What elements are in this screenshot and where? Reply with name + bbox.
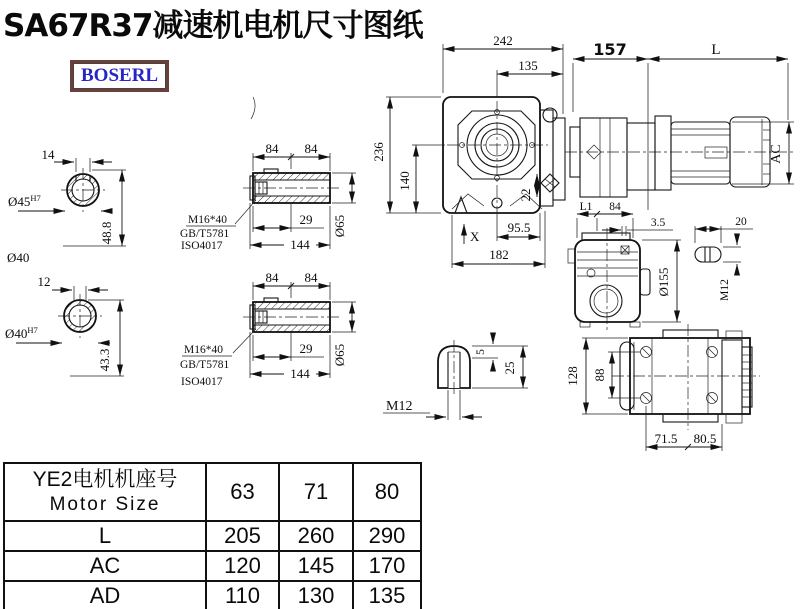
hollow-shaft-view-top: [180, 141, 356, 252]
dim-height-488: 48.8: [99, 221, 114, 245]
cell: 130: [279, 581, 353, 609]
dim-d65: Ø65: [332, 343, 347, 367]
dim-88: 88: [592, 368, 607, 382]
dim-5: 5: [475, 349, 487, 355]
dim-84b: 84: [304, 141, 318, 156]
dim-84b: 84: [304, 270, 318, 285]
dim-144: 144: [290, 366, 310, 381]
dim-20: 20: [735, 216, 747, 228]
shaft-end-view-bottom: [5, 274, 124, 376]
dim-L1: L1: [579, 201, 593, 213]
cell: 260: [279, 521, 353, 551]
dim-AC: AC: [769, 144, 784, 164]
dim-128: 128: [565, 366, 580, 386]
dim-keyway-14: 14: [41, 147, 55, 162]
stray-mark: [251, 97, 255, 119]
bottom-view: [565, 324, 760, 451]
cell: 145: [279, 551, 353, 581]
table-row-AC: [4, 551, 421, 581]
label-std2: ISO4017: [181, 240, 223, 252]
header-motor-size: [4, 463, 206, 521]
dim-L: L: [711, 42, 721, 58]
dim-135: 135: [518, 58, 538, 73]
header-size-63: 63: [206, 463, 279, 521]
cell: 205: [206, 521, 279, 551]
table-row-L: [4, 521, 421, 551]
label-m12: M12: [719, 279, 731, 301]
label-m12: M12: [386, 399, 413, 414]
label-std2: ISO4017: [181, 376, 223, 388]
x-mark: X: [470, 229, 480, 244]
dim-140: 140: [397, 171, 412, 191]
header-motor-size-en: Motor Size: [49, 494, 161, 515]
shaft-end-view-top: [7, 147, 126, 265]
row-label: AC: [4, 551, 206, 581]
dim-715: 71.5: [654, 431, 678, 446]
dim-805: 80.5: [693, 431, 717, 446]
hollow-shaft-view-bottom: [180, 270, 356, 388]
cell: 170: [353, 551, 421, 581]
dim-keyway-12: 12: [37, 274, 51, 289]
cell: 110: [206, 581, 279, 609]
dim-35: 3.5: [650, 217, 666, 229]
dim-955: 95.5: [507, 220, 531, 235]
brand-logo-text: BOSERL: [73, 63, 166, 89]
motor-size-table: [3, 462, 422, 609]
page-title: SA67R37减速机电机尺寸图纸: [3, 8, 423, 44]
cell: 135: [353, 581, 421, 609]
dim-29: 29: [299, 212, 313, 227]
dim-242: 242: [493, 33, 513, 48]
dim-84a: 84: [265, 270, 279, 285]
table-header-row: [4, 463, 421, 521]
dim-bore-40: $Ø40^{H7}$: [5, 325, 38, 341]
dim-d65: Ø65: [332, 214, 347, 238]
note-d40: Ø40: [7, 250, 30, 265]
front-view: [371, 33, 565, 268]
cell: 120: [206, 551, 279, 581]
row-label: L: [4, 521, 206, 551]
dim-84: 84: [609, 201, 621, 213]
table-row-AD: [4, 581, 421, 609]
dim-182: 182: [489, 247, 509, 262]
dim-d155: Ø155: [656, 267, 671, 297]
header-size-80: 80: [353, 463, 421, 521]
dim-157: 157: [593, 40, 627, 59]
label-bolt: M16*40: [188, 214, 227, 226]
dim-84a: 84: [265, 141, 279, 156]
dim-22: 22: [518, 188, 533, 202]
header-size-71: 71: [279, 463, 353, 521]
dim-25: 25: [502, 361, 517, 375]
row-label: AD: [4, 581, 206, 609]
plug-detail-view: [383, 335, 528, 420]
dim-144: 144: [290, 237, 310, 252]
label-std1: GB/T5781: [180, 228, 230, 240]
motor-side-view: [565, 40, 794, 210]
header-motor-size-cn: YE2电机机座号: [32, 468, 178, 491]
dim-bore-45: $Ø45^{H7}$: [8, 193, 41, 209]
label-bolt: M16*40: [184, 344, 223, 356]
dim-height-433: 43.3: [97, 348, 112, 372]
dim-236: 236: [371, 142, 386, 162]
gearbox-side-view: [568, 201, 753, 330]
dim-29: 29: [299, 341, 313, 356]
cell: 290: [353, 521, 421, 551]
label-std1: GB/T5781: [180, 359, 230, 371]
